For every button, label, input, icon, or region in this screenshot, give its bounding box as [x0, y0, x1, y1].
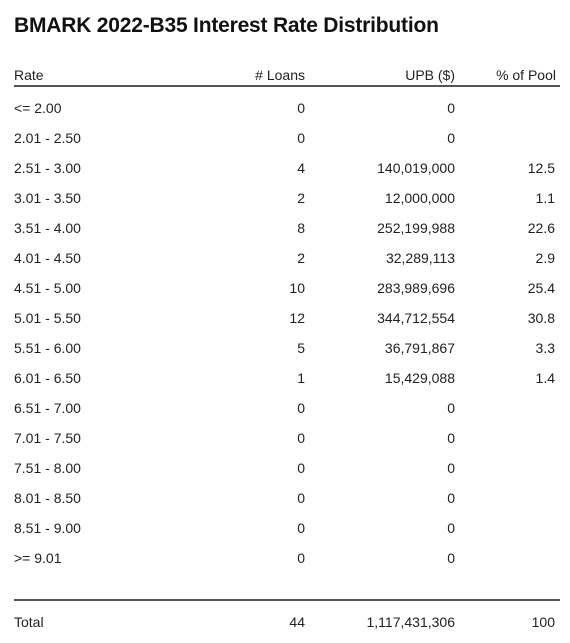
rate-cell: >= 9.01	[14, 550, 62, 566]
total-loans: 44	[289, 614, 305, 630]
table-row	[14, 243, 560, 273]
loans-cell: 10	[289, 280, 305, 296]
pool-cell: 1.1	[535, 190, 555, 206]
table-row	[14, 483, 560, 513]
upb-cell: 140,019,000	[377, 160, 455, 176]
column-header-rate: Rate	[14, 67, 44, 83]
rate-cell: 4.01 - 4.50	[14, 250, 81, 266]
upb-cell: 0	[447, 490, 455, 506]
upb-cell: 0	[447, 550, 455, 566]
loans-cell: 8	[297, 220, 305, 236]
total-upb: 1,117,431,306	[366, 614, 455, 630]
loans-cell: 0	[297, 520, 305, 536]
rate-cell: 7.51 - 8.00	[14, 460, 81, 476]
upb-cell: 12,000,000	[384, 190, 455, 206]
loans-cell: 4	[297, 160, 305, 176]
rate-cell: 2.01 - 2.50	[14, 130, 81, 146]
loans-cell: 0	[297, 460, 305, 476]
rate-distribution-table	[14, 66, 560, 639]
upb-cell: 344,712,554	[377, 310, 455, 326]
table-row	[14, 183, 560, 213]
table-row	[14, 153, 560, 183]
loans-cell: 0	[297, 550, 305, 566]
loans-cell: 1	[297, 370, 305, 386]
rate-cell: 5.01 - 5.50	[14, 310, 81, 326]
column-header-pool: % of Pool	[496, 67, 556, 83]
column-header-loans: # Loans	[255, 67, 305, 83]
upb-cell: 283,989,696	[377, 280, 455, 296]
loans-cell: 0	[297, 490, 305, 506]
table-row	[14, 393, 560, 423]
loans-cell: 2	[297, 190, 305, 206]
total-row	[14, 599, 560, 639]
rate-cell: 5.51 - 6.00	[14, 340, 81, 356]
table-row	[14, 333, 560, 363]
loans-cell: 0	[297, 430, 305, 446]
table-body	[14, 93, 560, 573]
pool-cell: 1.4	[535, 370, 555, 386]
rate-cell: 2.51 - 3.00	[14, 160, 81, 176]
rate-cell: 4.51 - 5.00	[14, 280, 81, 296]
loans-cell: 5	[297, 340, 305, 356]
rate-cell: 6.01 - 6.50	[14, 370, 81, 386]
upb-cell: 15,429,088	[384, 370, 455, 386]
rate-cell: 3.51 - 4.00	[14, 220, 81, 236]
rate-cell: 3.01 - 3.50	[14, 190, 81, 206]
table-row	[14, 513, 560, 543]
upb-cell: 0	[447, 430, 455, 446]
total-label: Total	[14, 614, 44, 630]
upb-cell: 0	[447, 520, 455, 536]
rate-cell: <= 2.00	[14, 100, 62, 116]
table-row	[14, 303, 560, 333]
table-row	[14, 273, 560, 303]
upb-cell: 32,289,113	[385, 250, 455, 266]
upb-cell: 36,791,867	[384, 340, 455, 356]
page-title: BMARK 2022-B35 Interest Rate Distribution	[14, 14, 439, 37]
pool-cell: 25.4	[527, 280, 555, 296]
rate-cell: 7.01 - 7.50	[14, 430, 81, 446]
table-header	[14, 66, 560, 87]
table-row	[14, 213, 560, 243]
pool-cell: 2.9	[535, 250, 555, 266]
table-row	[14, 123, 560, 153]
loans-cell: 0	[297, 130, 305, 146]
upb-cell: 0	[447, 130, 455, 146]
table-row	[14, 423, 560, 453]
rate-cell: 8.01 - 8.50	[14, 490, 81, 506]
pool-cell: 22.6	[527, 220, 555, 236]
rate-cell: 6.51 - 7.00	[14, 400, 81, 416]
pool-cell: 3.3	[535, 340, 555, 356]
pool-cell: 30.8	[527, 310, 555, 326]
loans-cell: 2	[297, 250, 305, 266]
loans-cell: 0	[297, 400, 305, 416]
table-row	[14, 453, 560, 483]
upb-cell: 0	[447, 400, 455, 416]
loans-cell: 12	[289, 310, 305, 326]
rate-cell: 8.51 - 9.00	[14, 520, 81, 536]
upb-cell: 0	[447, 460, 455, 476]
upb-cell: 252,199,988	[377, 220, 455, 236]
table-row	[14, 543, 560, 573]
table-row	[14, 93, 560, 123]
total-pool: 100	[531, 614, 555, 630]
table-row	[14, 363, 560, 393]
loans-cell: 0	[297, 100, 305, 116]
column-header-upb: UPB ($)	[405, 67, 455, 83]
upb-cell: 0	[447, 100, 455, 116]
pool-cell: 12.5	[527, 160, 555, 176]
